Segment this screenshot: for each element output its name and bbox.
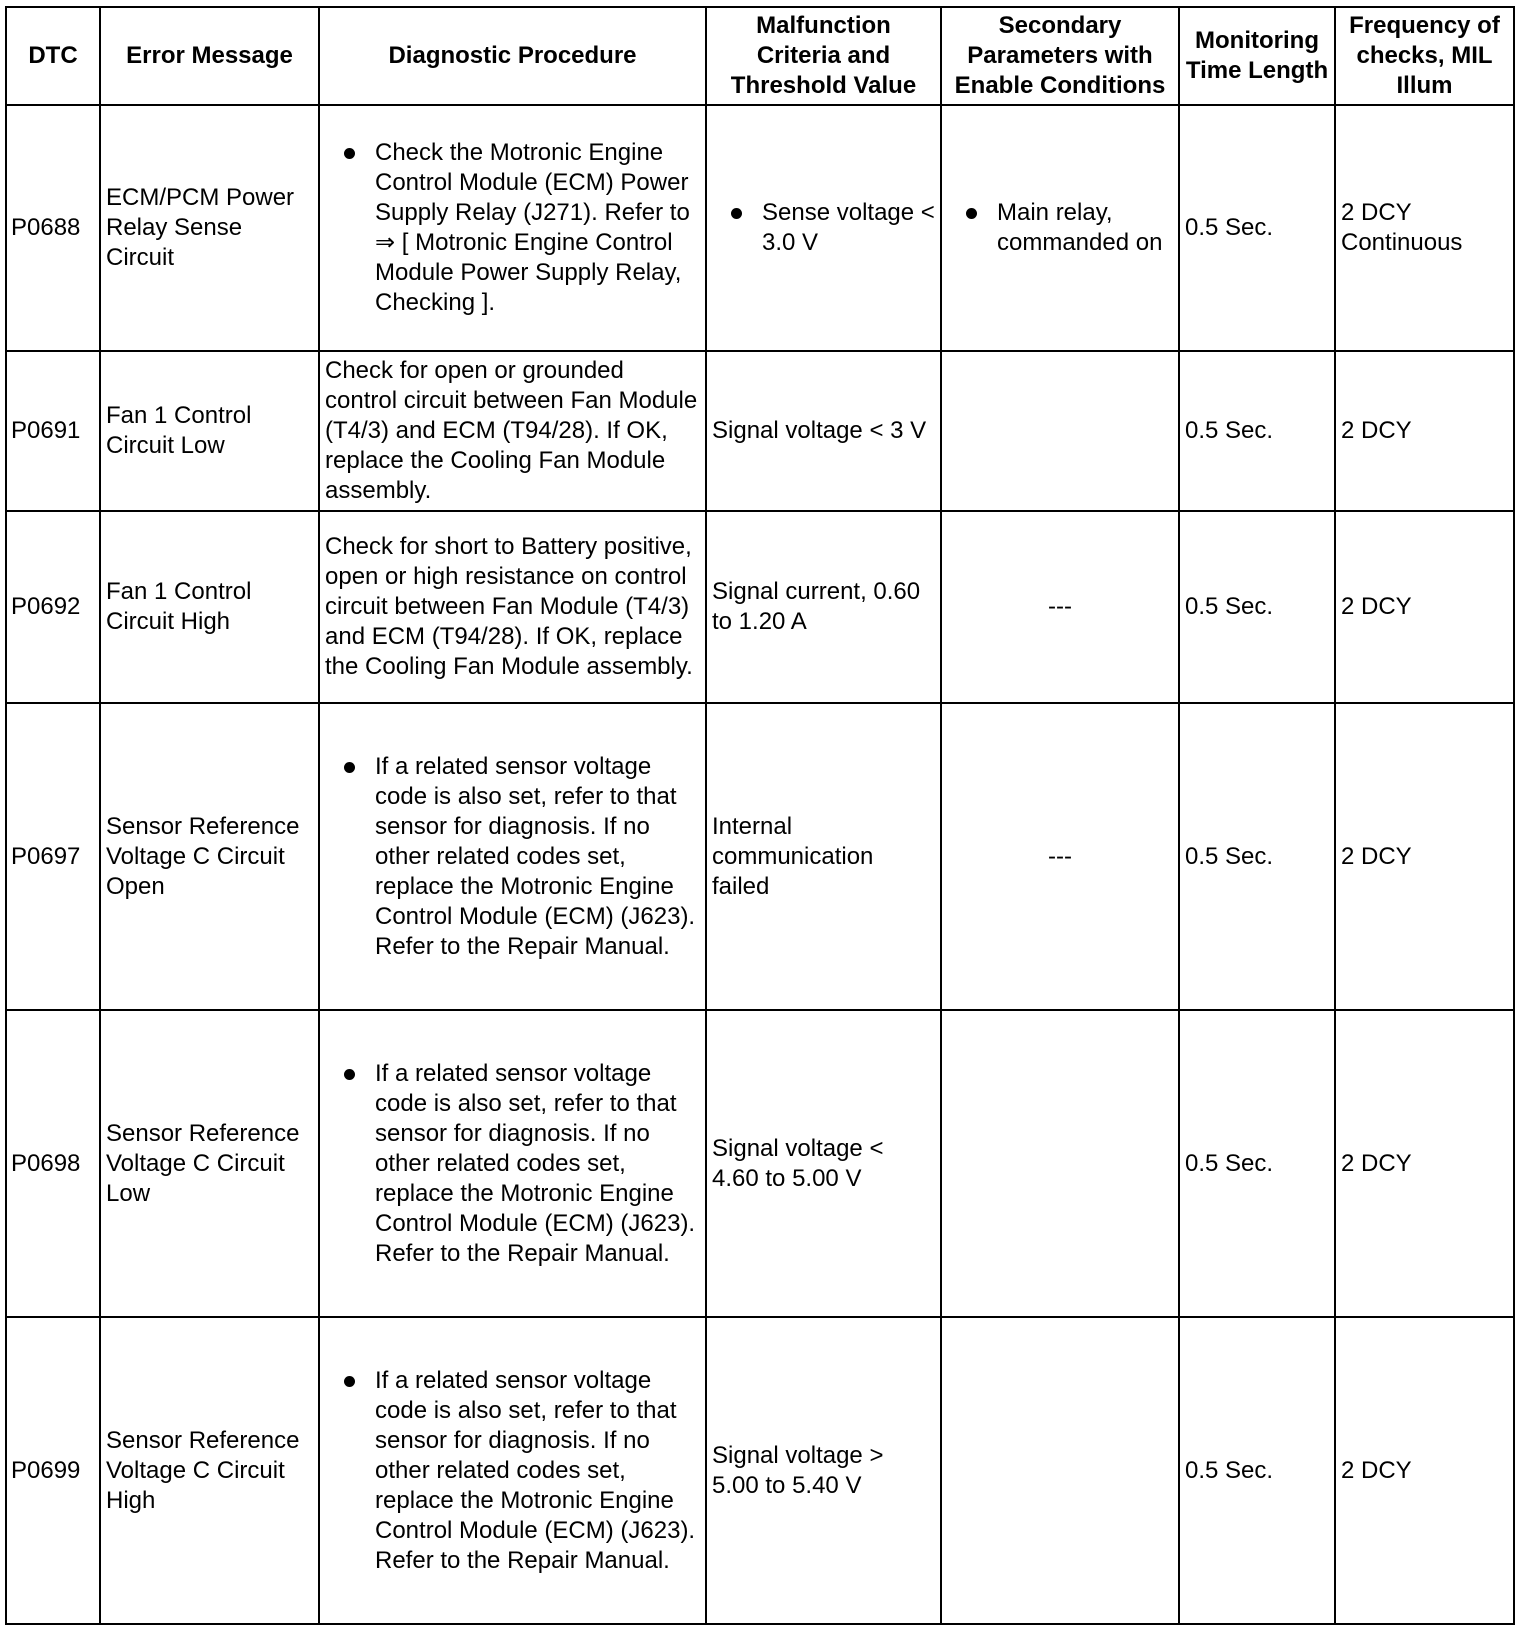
header-frequency: Frequency of checks, MIL Illum (1335, 7, 1514, 105)
secondary-parameters: --- (941, 703, 1179, 1010)
error-message: Sensor Reference Voltage C Circuit High (100, 1317, 319, 1624)
header-diagnostic-procedure: Diagnostic Procedure (319, 7, 706, 105)
malfunction-criteria: Signal voltage > 5.00 to 5.40 V (706, 1317, 941, 1624)
frequency: 2 DCY (1335, 511, 1514, 703)
secondary-parameters (941, 1317, 1179, 1624)
malfunction-criteria: Signal voltage < 4.60 to 5.00 V (706, 1010, 941, 1317)
malfunction-criteria: Signal voltage < 3 V (706, 351, 941, 511)
frequency-line: Continuous (1341, 229, 1463, 256)
diagnostic-procedure (319, 105, 706, 351)
monitoring-time: 0.5 Sec. (1179, 1010, 1335, 1317)
table-row (6, 1317, 1514, 1624)
error-message: Sensor Reference Voltage C Circuit Low (100, 1010, 319, 1317)
monitoring-time: 0.5 Sec. (1179, 1317, 1335, 1624)
malfunction-criteria: Signal current, 0.60 to 1.20 A (706, 511, 941, 703)
table-row (6, 703, 1514, 1010)
frequency: 2 DCY (1335, 1010, 1514, 1317)
malfunction-criteria: Internal communication failed (706, 703, 941, 1010)
error-message: ECM/PCM Power Relay Sense Circuit (100, 105, 319, 351)
diagnostic-procedure (319, 1317, 706, 1624)
dtc-code: P0697 (6, 703, 100, 1010)
criteria-bullet: Sense voltage < 3.0 V (762, 199, 935, 256)
procedure-bullet: If a related sensor voltage code is also set, refer to that sensor for diagnosis. If no other related codes set, replace the Motronic Engine Control Module (ECM) (J623). Refer to the Repair Manual. (375, 1366, 700, 1576)
dtc-table (5, 6, 1515, 1625)
header-malfunction-criteria: Malfunction Criteria and Threshold Value (706, 7, 941, 105)
dtc-code: P0692 (6, 511, 100, 703)
table-row (6, 105, 1514, 351)
header-error-message: Error Message (100, 7, 319, 105)
monitoring-time: 0.5 Sec. (1179, 511, 1335, 703)
frequency: 2 DCY (1335, 703, 1514, 1010)
diagnostic-procedure (319, 1010, 706, 1317)
header-dtc: DTC (6, 7, 100, 105)
diagnostic-procedure (319, 703, 706, 1010)
header-row (6, 7, 1514, 105)
monitoring-time: 0.5 Sec. (1179, 351, 1335, 511)
procedure-bullet: Check the Motronic Engine Control Module (ECM) Power Supply Relay (J271). Refer to ⇒ [ Motronic Engine Control Module Power Supply Relay, Checking ]. (375, 138, 700, 318)
error-message: Fan 1 Control Circuit Low (100, 351, 319, 511)
monitoring-time: 0.5 Sec. (1179, 703, 1335, 1010)
error-message: Sensor Reference Voltage C Circuit Open (100, 703, 319, 1010)
frequency: 2 DCY (1335, 1317, 1514, 1624)
table-row (6, 1010, 1514, 1317)
dtc-code: P0688 (6, 105, 100, 351)
header-monitoring-time: Monitoring Time Length (1179, 7, 1335, 105)
procedure-bullet: If a related sensor voltage code is also set, refer to that sensor for diagnosis. If no other related codes set, replace the Motronic Engine Control Module (ECM) (J623). Refer to the Repair Manual. (375, 752, 700, 962)
error-message: Fan 1 Control Circuit High (100, 511, 319, 703)
procedure-bullet: If a related sensor voltage code is also set, refer to that sensor for diagnosis. If no other related codes set, replace the Motronic Engine Control Module (ECM) (J623). Refer to the Repair Manual. (375, 1059, 700, 1269)
dtc-code: P0699 (6, 1317, 100, 1624)
secondary-parameters: --- (941, 511, 1179, 703)
header-secondary-parameters: Secondary Parameters with Enable Conditions (941, 7, 1179, 105)
secondary-parameters (941, 351, 1179, 511)
dtc-code: P0691 (6, 351, 100, 511)
secondary-bullet: Main relay, commanded on (997, 198, 1173, 258)
frequency: 2 DCY (1335, 351, 1514, 511)
frequency (1335, 105, 1514, 351)
table-row (6, 351, 1514, 511)
secondary-parameters (941, 1010, 1179, 1317)
monitoring-time: 0.5 Sec. (1179, 105, 1335, 351)
frequency-line: 2 DCY (1341, 199, 1412, 226)
secondary-parameters (941, 105, 1179, 351)
dtc-code: P0698 (6, 1010, 100, 1317)
diagnostic-procedure: Check for open or grounded control circuit between Fan Module (T4/3) and ECM (T94/28). If OK, replace the Cooling Fan Module assembly. (319, 351, 706, 511)
diagnostic-procedure: Check for short to Battery positive, open or high resistance on control circuit between Fan Module (T4/3) and ECM (T94/28). If OK, replace the Cooling Fan Module assembly. (319, 511, 706, 703)
table-row (6, 511, 1514, 703)
malfunction-criteria (706, 105, 941, 351)
